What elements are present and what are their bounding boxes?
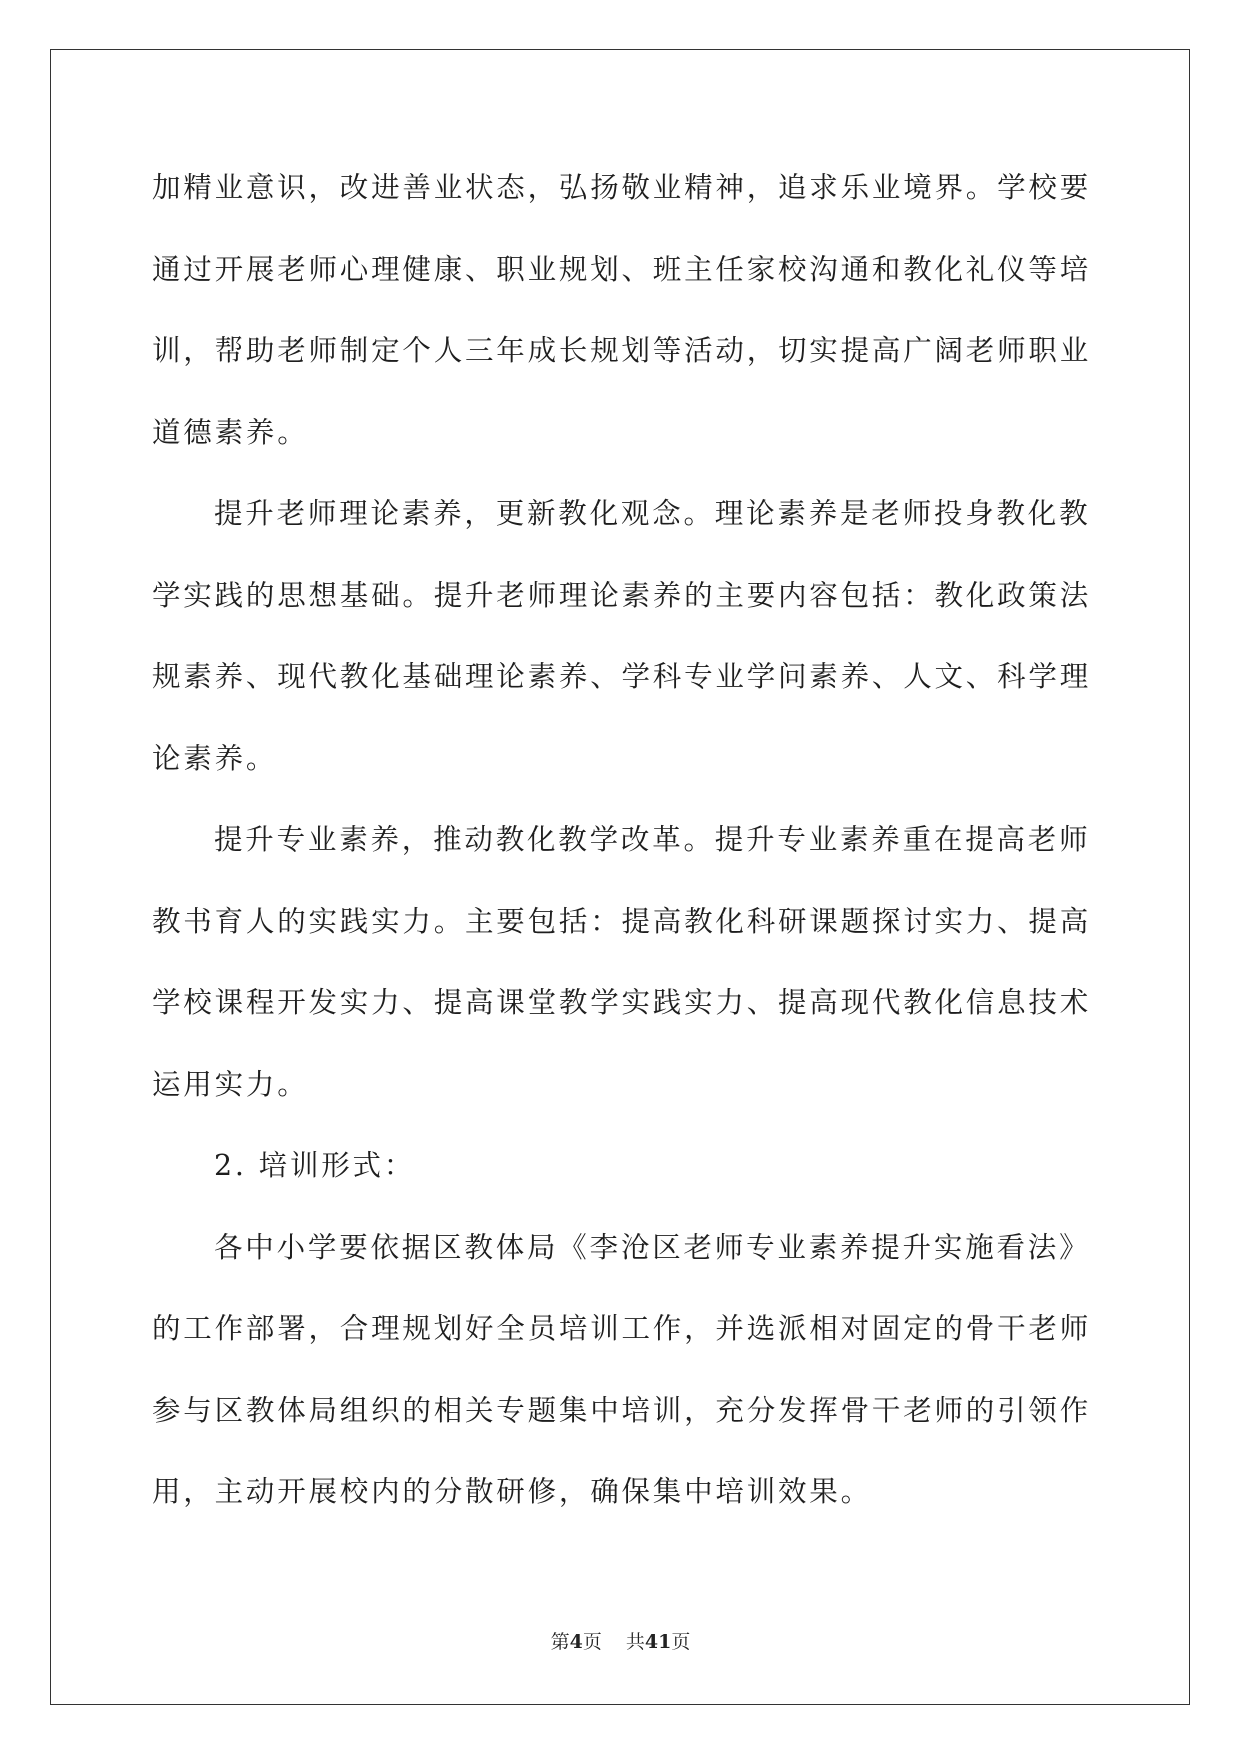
text-line: 训，帮助老师制定个人三年成长规划等活动，切实提高广阔老师职业	[152, 334, 1092, 367]
page-footer	[0, 1627, 1241, 1654]
page-prefix: 第	[550, 1631, 570, 1653]
text-line: 教书育人的实践实力。主要包括：提高教化科研课题探讨实力、提高	[152, 904, 1092, 938]
text-line: 加精业意识，改进善业状态，弘扬敬业精神，追求乐业境界。学校要	[152, 171, 1092, 204]
paragraph-first-line: 提升老师理论素养，更新教化观念。理论素养是老师投身教化教	[214, 497, 1091, 530]
section-heading: 2. 培训形式：	[214, 1149, 416, 1182]
total-prefix: 共	[625, 1631, 645, 1653]
document-body	[152, 168, 1092, 1554]
page-number: 4	[569, 1631, 583, 1653]
text-line: 通过开展老师心理健康、职业规划、班主任家校沟通和教化礼仪等培	[152, 252, 1092, 286]
paragraph-first-line: 各中小学要依据区教体局《李沧区老师专业素养提升实施看法》	[214, 1230, 1091, 1264]
text-line: 的工作部署，合理规划好全员培训工作，并选派相对固定的骨干老师	[152, 1312, 1092, 1345]
paragraph-first-line: 提升专业素养，推动教化教学改革。提升专业素养重在提高老师	[214, 823, 1091, 856]
text-line: 参与区教体局组织的相关专题集中培训，充分发挥骨干老师的引领作	[152, 1393, 1092, 1427]
text-line: 运用实力。	[152, 1067, 309, 1101]
total-suffix: 页	[671, 1631, 691, 1653]
total-pages: 41	[644, 1631, 672, 1653]
text-line: 学校课程开发实力、提高课堂教学实践实力、提高现代教化信息技术	[152, 986, 1092, 1019]
text-line: 规素养、现代教化基础理论素养、学科专业学问素养、人文、科学理	[152, 660, 1092, 693]
text-line: 用，主动开展校内的分散研修，确保集中培训效果。	[152, 1475, 872, 1508]
text-line: 学实践的思想基础。提升老师理论素养的主要内容包括：教化政策法	[152, 578, 1092, 612]
text-line: 道德素养。	[152, 415, 309, 449]
text-line: 论素养。	[152, 741, 278, 775]
page-suffix: 页	[582, 1631, 602, 1653]
